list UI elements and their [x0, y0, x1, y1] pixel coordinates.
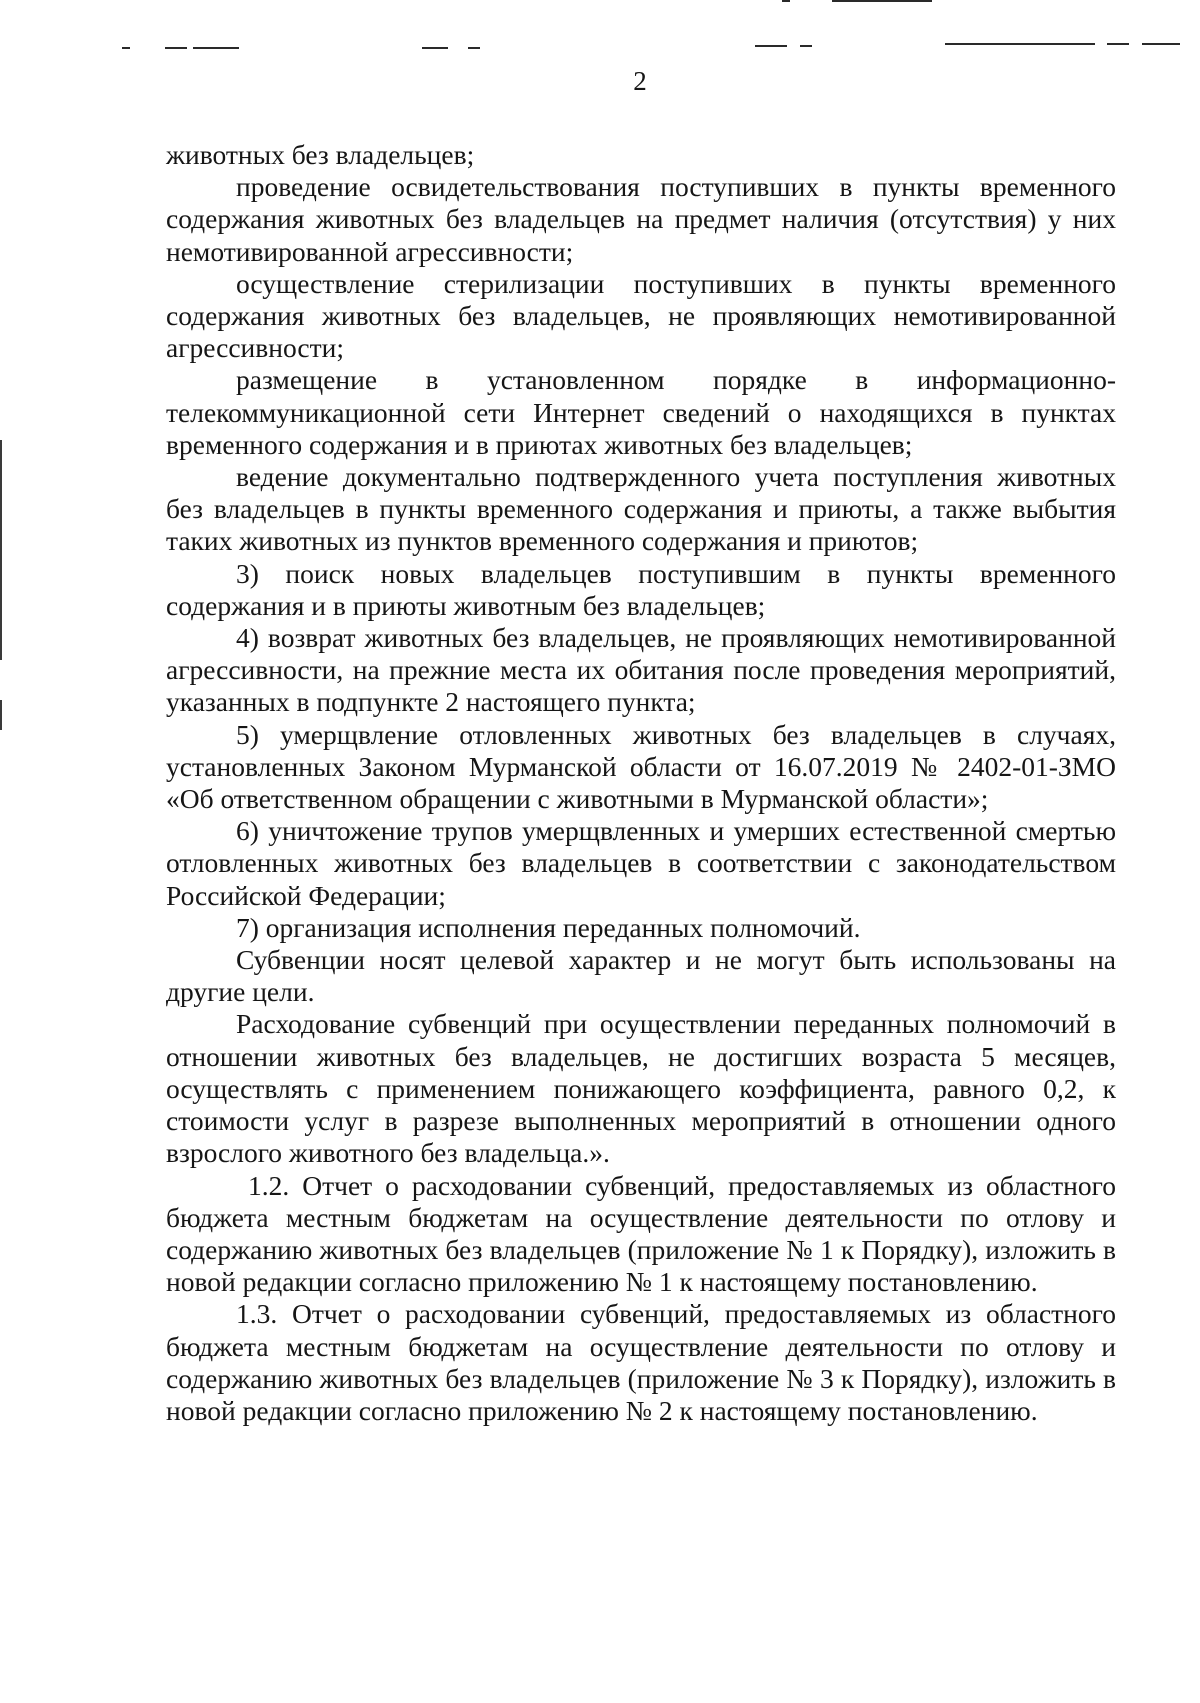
paragraph: осуществление стерилизации поступивших в пункты временного содержания животных без владельцев, не проявляющих немотивированной агрессивности; [166, 267, 1116, 364]
paragraph: размещение в установленном порядке в информационно-телекоммуникационной сети Интернет сведений о находящихся в пунктах временного содержания и в приютах животных без владельцев; [166, 364, 1116, 460]
paragraph: 4) возврат животных без владельцев, не проявляющих немотивированной агрессивности, на прежние места их обитания после проведения мероприятий, указанных в подпункте 2 настоящего пункта; [166, 622, 1116, 718]
paragraph: 1.3. Отчет о расходовании субвенций, предоставляемых из областного бюджета местным бюджетам на осуществление деятельности по отлову и содержанию животных без владельцев (приложение № 3 к Порядку), изложить в новой редакции согласно приложению № 2 к настоящему постановлению. [166, 1298, 1116, 1426]
paragraph: Расходование субвенций при осуществлении переданных полномочий в отношении животных без владельцев, не достигших возраста 5 месяцев, осуществлять с применением понижающего коэффициента, равного 0,2, к стоимости услуг в разрезе выполненных мероприятий в отношении одного взрослого животного без владельца.». [166, 1008, 1116, 1169]
paragraph: 3) поиск новых владельцев поступившим в пункты временного содержания и в приюты животным без владельцев; [166, 557, 1116, 621]
paragraph: 1.2. Отчет о расходовании субвенций, предоставляемых из областного бюджета местным бюджетам на осуществление деятельности по отлову и содержанию животных без владельцев (приложение № 1 к Порядку), изложить в новой редакции согласно приложению № 1 к настоящему постановлению. [166, 1169, 1116, 1298]
scan-artifact-line [422, 47, 448, 49]
scan-artifact-line [193, 47, 239, 49]
scan-artifact-line [165, 47, 187, 49]
paragraph: Субвенции носят целевой характер и не могут быть использованы на другие цели. [166, 944, 1116, 1008]
paragraph: животных без владельцев; [166, 139, 475, 170]
paragraph: проведение освидетельствования поступивших в пункты временного содержания животных без владельцев на предмет наличия (отсутствия) у них немотивированной агрессивности; [166, 171, 1116, 267]
scan-artifact-line [122, 47, 130, 49]
scan-artifact-line [468, 47, 480, 49]
scan-artifact-line [945, 43, 1095, 45]
paragraph: ведение документально подтвержденного учета поступления животных без владельцев в пункты временного содержания и приюты, а также выбытия таких животных из пунктов временного содержания и приютов; [166, 461, 1116, 557]
page-number: 2 [633, 66, 647, 96]
scan-edge-shadow [0, 440, 2, 660]
paragraph: 7) организация исполнения переданных полномочий. [236, 911, 861, 943]
paragraph: 5) умерщвление отловленных животных без владельцев в случаях, установленных Законом Мурманской области от 16.07.2019 № 2402-01-ЗМО «Об ответственном обращении с животными в Мурманской области»; [166, 718, 1116, 815]
scan-artifact-line [832, 0, 932, 2]
scan-artifact-line [755, 45, 787, 47]
scan-artifact-line [782, 0, 790, 2]
scan-edge-shadow [0, 700, 2, 730]
scan-artifact-line [800, 45, 812, 47]
paragraph: 6) уничтожение трупов умерщвленных и умерших естественной смертью отловленных животных без владельцев в соответствии с законодательством Российской Федерации; [166, 815, 1116, 911]
document-body [166, 139, 1116, 1427]
scan-artifact-line [1107, 43, 1129, 45]
scan-artifact-line [1142, 43, 1180, 45]
